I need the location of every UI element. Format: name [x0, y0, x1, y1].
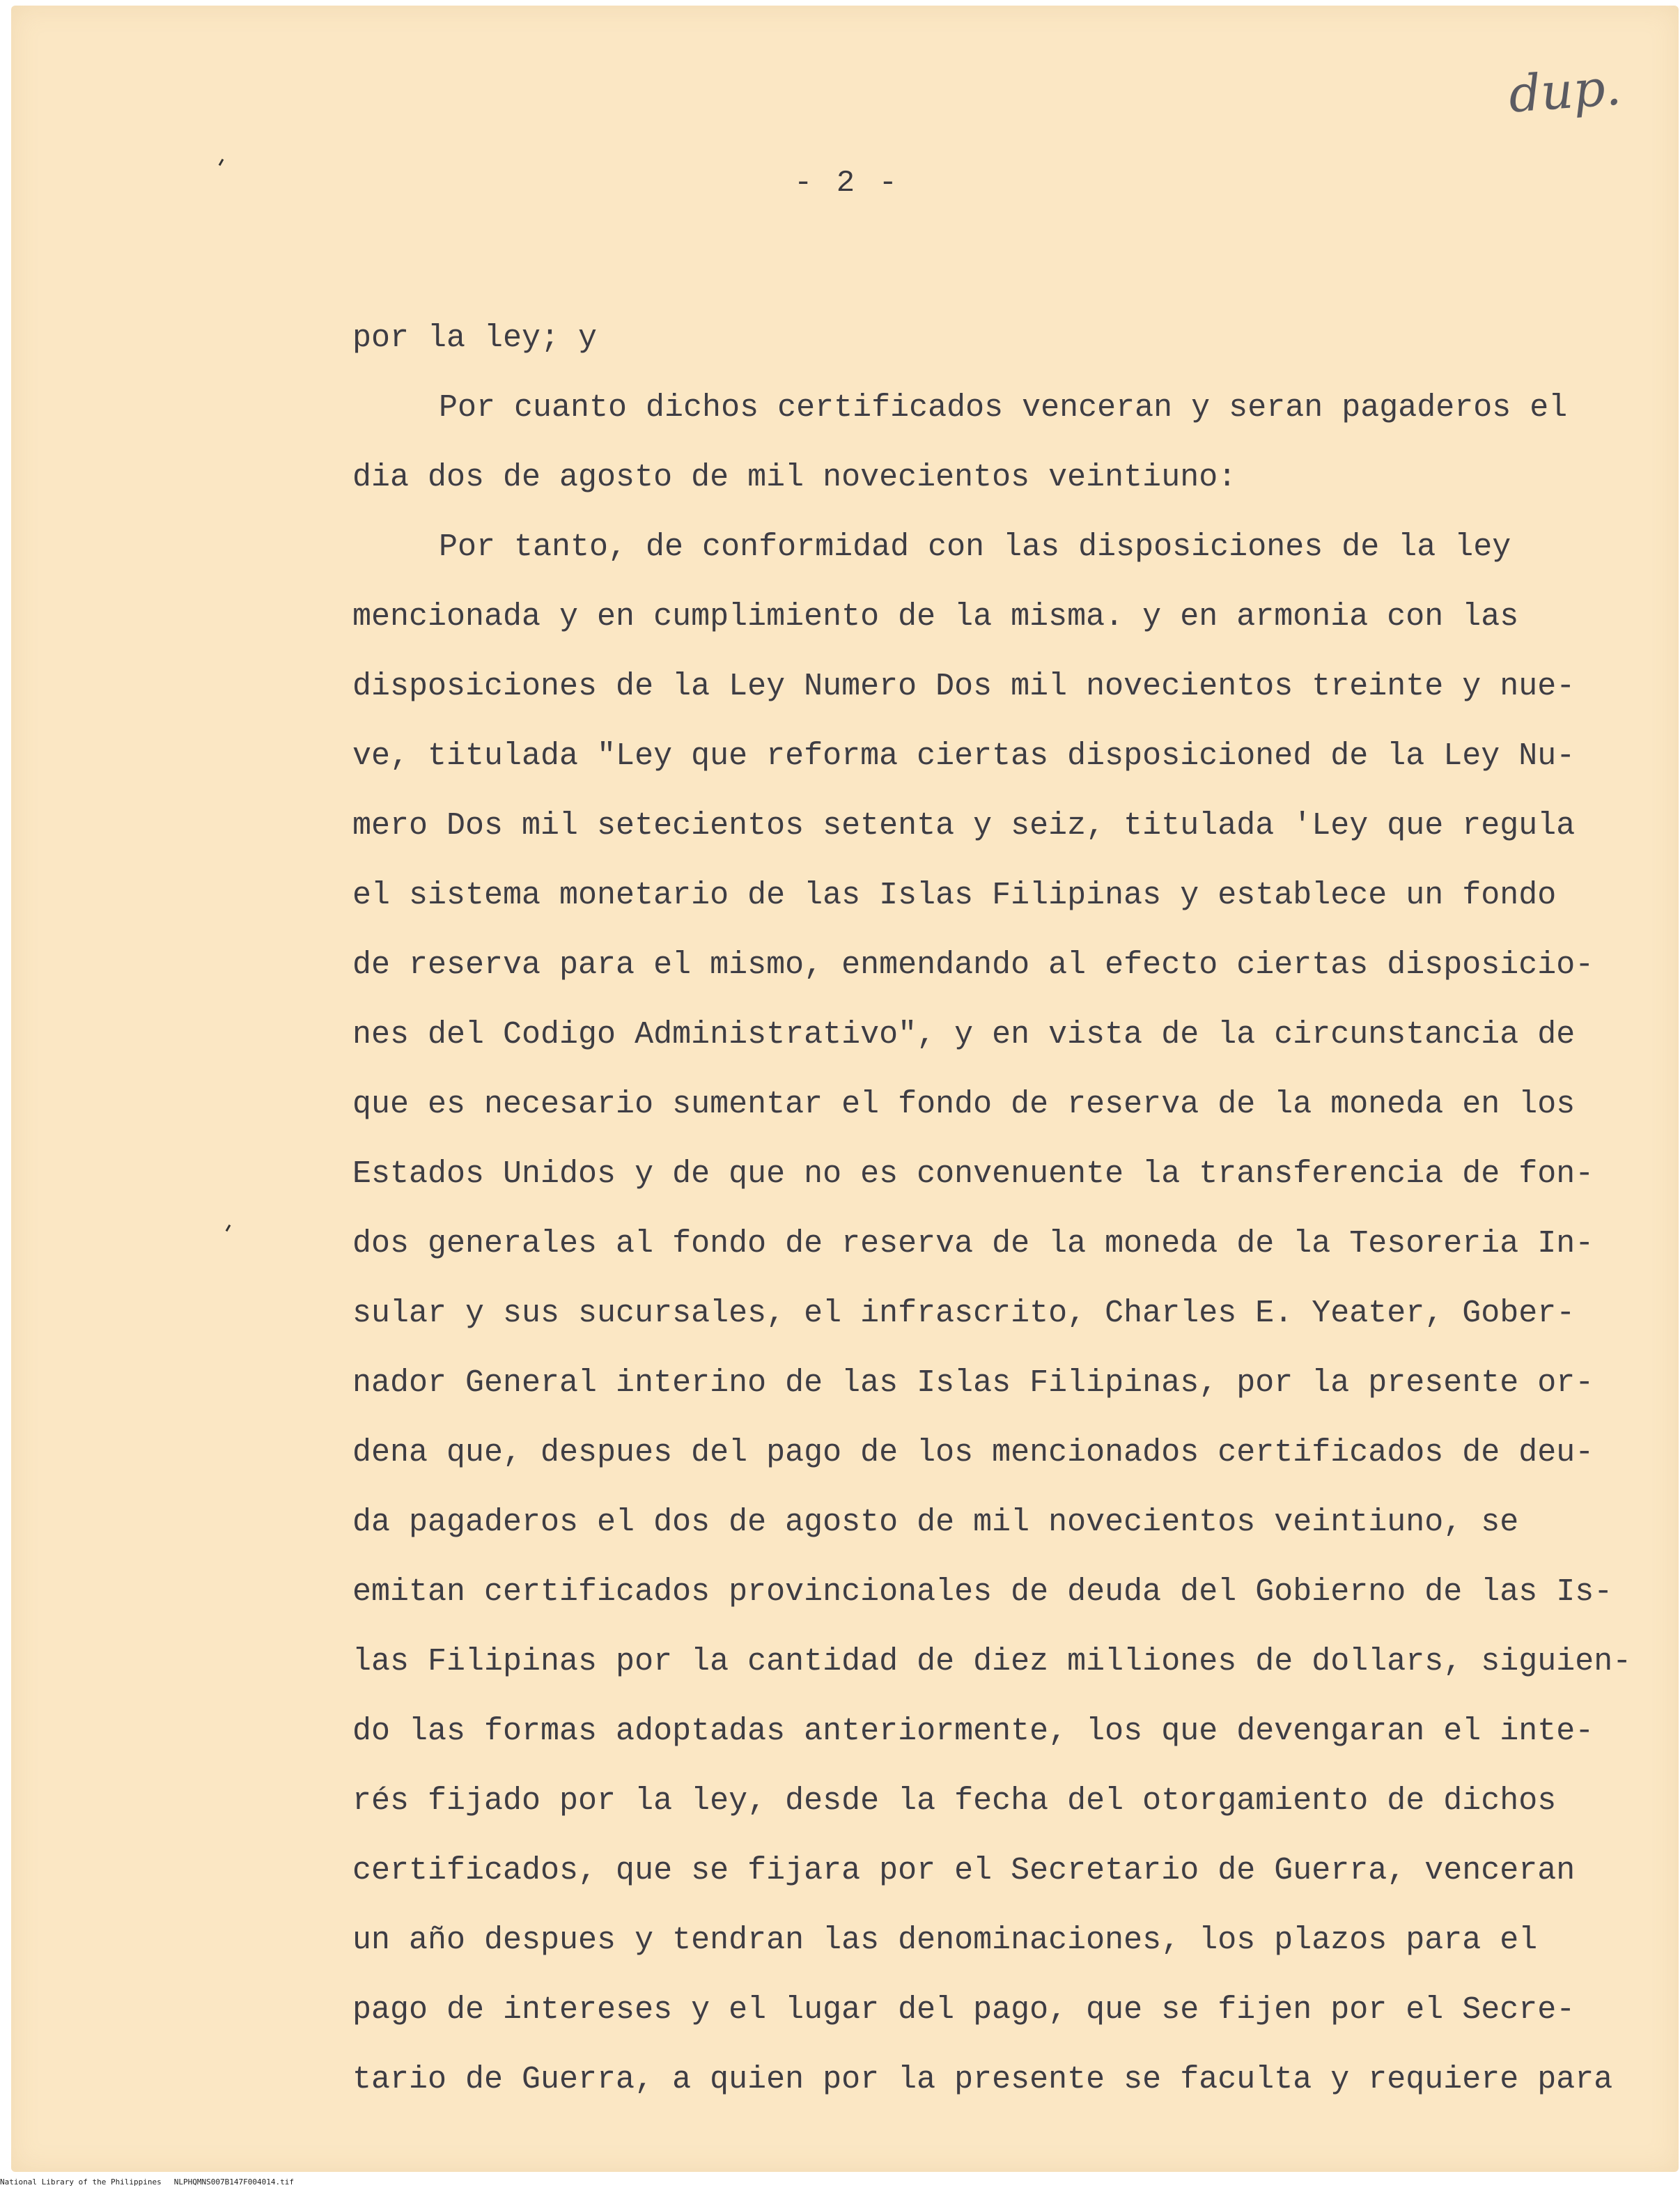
archive-name: National Library of the Philippines: [0, 2177, 162, 2187]
text-line: emitan certificados provincionales de deuda del Gobierno de las Is-: [352, 1574, 1613, 1610]
text-line: pago de intereses y el lugar del pago, que se fijen por el Secre-: [352, 1992, 1576, 2028]
text-line: mero Dos mil setecientos setenta y seiz, titulada 'Ley que regula: [352, 808, 1576, 844]
text-line: da pagaderos el dos de agosto de mil novecientos veintiuno, se: [352, 1505, 1519, 1540]
text-line: dia dos de agosto de mil novecientos veintiuno:: [352, 460, 1237, 495]
file-id: NLPHQMNS007B147F004014.tif: [173, 2177, 294, 2187]
text-line: rés fijado por la ley, desde la fecha del otorgamiento de dichos: [352, 1783, 1557, 1819]
ink-speck: [226, 1225, 231, 1232]
text-line: disposiciones de la Ley Numero Dos mil novecientos treinte y nue-: [352, 669, 1576, 704]
text-line: tario de Guerra, a quien por la presente se faculta y requiere para: [352, 2062, 1613, 2097]
text-line: un año despues y tendran las denominaciones, los plazos para el: [352, 1923, 1538, 1958]
text-line: las Filipinas por la cantidad de diez milliones de dollars, siguien-: [352, 1644, 1632, 1679]
page-number: - 2 -: [793, 166, 901, 201]
text-line: mencionada y en cumplimiento de la misma. y en armonia con las: [352, 599, 1519, 635]
handwritten-annotation: dup.: [1507, 57, 1624, 124]
text-line: por la ley; y: [352, 320, 598, 356]
text-line: Por cuanto dichos certificados venceran y seran pagaderos el: [439, 390, 1568, 426]
text-line: el sistema monetario de las Islas Filipinas y establece un fondo: [352, 878, 1557, 913]
text-line: dena que, despues del pago de los mencionados certificados de deu-: [352, 1435, 1594, 1470]
text-line: certificados, que se fijara por el Secretario de Guerra, venceran: [352, 1853, 1576, 1888]
text-line: sular y sus sucursales, el infrascrito, Charles E. Yeater, Gober-: [352, 1296, 1576, 1331]
text-line: dos generales al fondo de reserva de la moneda de la Tesoreria In-: [352, 1226, 1594, 1261]
text-line: que es necesario sumentar el fondo de reserva de la moneda en los: [352, 1087, 1576, 1122]
body-text: [352, 304, 1632, 2115]
scan-caption: [0, 2177, 306, 2187]
text-line: nes del Codigo Administrativo", y en vista de la circunstancia de: [352, 1017, 1576, 1053]
text-line: nador General interino de las Islas Filipinas, por la presente or-: [352, 1365, 1594, 1401]
text-line: de reserva para el mismo, enmendando al efecto ciertas disposicio-: [352, 947, 1594, 983]
ink-speck: [219, 159, 224, 166]
text-line: do las formas adoptadas anteriormente, los que devengaran el inte-: [352, 1714, 1594, 1749]
text-line: ve, titulada "Ley que reforma ciertas disposicioned de la Ley Nu-: [352, 738, 1576, 774]
document-page: [11, 6, 1679, 2172]
text-line: Estados Unidos y de que no es convenuente la transferencia de fon-: [352, 1156, 1594, 1192]
text-line: Por tanto, de conformidad con las disposiciones de la ley: [439, 529, 1511, 565]
